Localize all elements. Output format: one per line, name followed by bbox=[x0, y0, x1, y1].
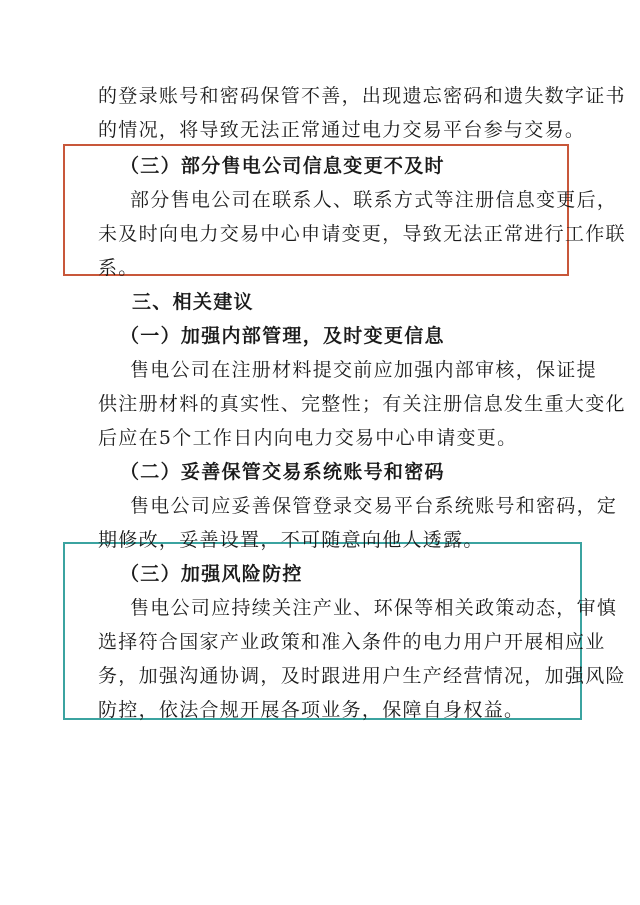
paragraph-line: 未及时向电力交易中心申请变更，导致无法正常进行工作联 bbox=[98, 223, 626, 245]
paragraph-line: 后应在5个工作日内向电力交易中心申请变更。 bbox=[98, 427, 518, 449]
paragraph-line: 的情况，将导致无法正常通过电力交易平台参与交易。 bbox=[98, 119, 586, 141]
paragraph-line: 选择符合国家产业政策和准入条件的电力用户开展相应业 bbox=[98, 631, 606, 653]
paragraph-line: 售电公司应妥善保管登录交易平台系统账号和密码，定 bbox=[130, 495, 618, 517]
subsection-heading: （二）妥善保管交易系统账号和密码 bbox=[120, 461, 445, 483]
paragraph-line: 的登录账号和密码保管不善，出现遗忘密码和遗失数字证书 bbox=[98, 85, 626, 107]
paragraph-line: 售电公司在注册材料提交前应加强内部审核，保证提 bbox=[130, 359, 597, 381]
section-heading: 三、相关建议 bbox=[132, 291, 254, 313]
paragraph-line: 供注册材料的真实性、完整性；有关注册信息发生重大变化 bbox=[98, 393, 626, 415]
paragraph-line: 防控，依法合规开展各项业务，保障自身权益。 bbox=[98, 699, 525, 721]
paragraph-line: 务，加强沟通协调，及时跟进用户生产经营情况，加强风险 bbox=[98, 665, 626, 687]
paragraph-line: 部分售电公司在联系人、联系方式等注册信息变更后， bbox=[130, 189, 618, 211]
subsection-heading: （一）加强内部管理，及时变更信息 bbox=[120, 325, 445, 347]
paragraph-line: 售电公司应持续关注产业、环保等相关政策动态，审慎 bbox=[130, 597, 618, 619]
subsection-heading: （三）部分售电公司信息变更不及时 bbox=[120, 155, 445, 177]
subsection-heading: （三）加强风险防控 bbox=[120, 563, 303, 585]
paragraph-line: 期修改，妥善设置，不可随意向他人透露。 bbox=[98, 529, 484, 551]
paragraph-line: 系。 bbox=[98, 257, 139, 279]
